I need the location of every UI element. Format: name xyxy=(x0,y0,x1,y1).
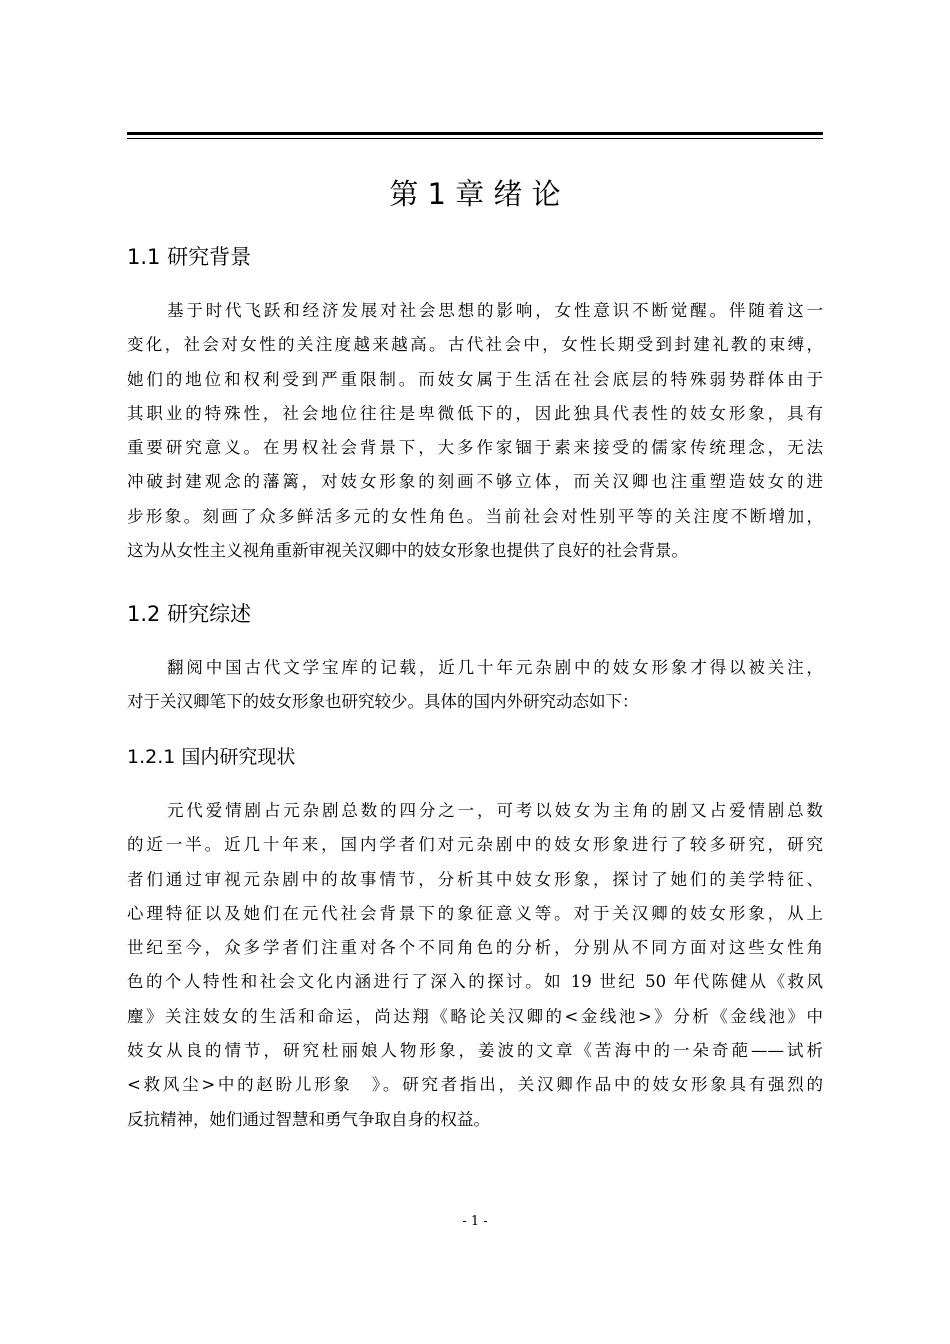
paragraph-line: 者们通过审视元杂剧中的故事情节，分析其中妓女形象，探讨了她们的美学特征、 xyxy=(127,869,823,889)
paragraph-line: 妓女从良的情节，研究杜丽娘人物形象，姜波的文章《苦海中的一朵奇葩——试析 xyxy=(127,1041,823,1061)
section-heading-1-2: 1.2 研究综述 xyxy=(127,602,252,626)
paragraph-line: 翻阅中国古代文学宝库的记载，近几十年元杂剧中的妓女形象才得以被关注， xyxy=(167,658,823,677)
paragraph-line: 反抗精神，她们通过智慧和勇气争取自身的权益。 xyxy=(127,1109,490,1129)
paragraph-line: 其职业的特殊性，社会地位往往是卑微低下的，因此独具代表性的妓女形象，具有 xyxy=(127,403,823,423)
section-heading-1-1: 1.1 研究背景 xyxy=(127,245,252,269)
header-rule-thin xyxy=(127,138,823,139)
paragraph-line: 色的个人特性和社会文化内涵进行了深入的探讨。如 19 世纪 50 年代陈健从《救风 xyxy=(127,972,823,992)
paragraph-line: 这为从女性主义视角重新审视关汉卿中的妓女形象也提供了良好的社会背景。 xyxy=(127,541,688,561)
paragraph-domestic-research xyxy=(127,794,823,1137)
chapter-title: 第 1 章 绪 论 xyxy=(389,177,561,211)
paragraph-line: 步形象。刻画了众多鲜活多元的女性角色。当前社会对性别平等的关注度不断增加， xyxy=(127,506,823,526)
paragraph-line: 元代爱情剧占元杂剧总数的四分之一，可考以妓女为主角的剧又占爱情剧总数 xyxy=(167,801,823,820)
section-heading-1-2-1: 1.2.1 国内研究现状 xyxy=(127,746,296,768)
paragraph-line: 的近一半。近几十年来，国内学者们对元杂剧中的妓女形象进行了较多研究，研究 xyxy=(127,835,823,855)
paragraph-line: 冲破封建观念的藩篱，对妓女形象的刻画不够立体，而关汉卿也注重塑造妓女的进 xyxy=(127,472,823,492)
paragraph-line: 心理特征以及她们在元代社会背景下的象征意义等。对于关汉卿的妓女形象，从上 xyxy=(127,903,823,923)
paragraph-line: 变化，社会对女性的关注度越来越高。古代社会中，女性长期受到封建礼教的束缚， xyxy=(127,335,823,355)
paragraph-line: 对于关汉卿笔下的妓女形象也研究较少。具体的国内外研究动态如下： xyxy=(127,692,639,712)
paragraph-line: 重要研究意义。在男权社会背景下，大多作家锢于素来接受的儒家传统理念，无法 xyxy=(127,438,823,458)
header-rule-thick xyxy=(127,132,823,135)
paragraph-line: 她们的地位和权利受到严重限制。而妓女属于生活在社会底层的特殊弱势群体由于 xyxy=(127,369,823,389)
paragraph-line: 麈》关注妓女的生活和命运，尚达翔《略论关汉卿的<金线池>》分析《金线池》中 xyxy=(127,1006,823,1026)
page-number: - 1 - xyxy=(462,1214,488,1229)
paragraph-line: 基于时代飞跃和经济发展对社会思想的影响，女性意识不断觉醒。伴随着这一 xyxy=(167,301,823,320)
paragraph-research-review xyxy=(127,651,823,720)
paragraph-research-background xyxy=(127,294,823,568)
paragraph-line: 世纪至今，众多学者们注重对各个不同角色的分析，分别从不同方面对这些女性角 xyxy=(127,938,823,958)
paragraph-line: <救风尘>中的赵盼儿形象 》。研究者指出，关汉卿作品中的妓女形象具有强烈的 xyxy=(127,1075,823,1095)
